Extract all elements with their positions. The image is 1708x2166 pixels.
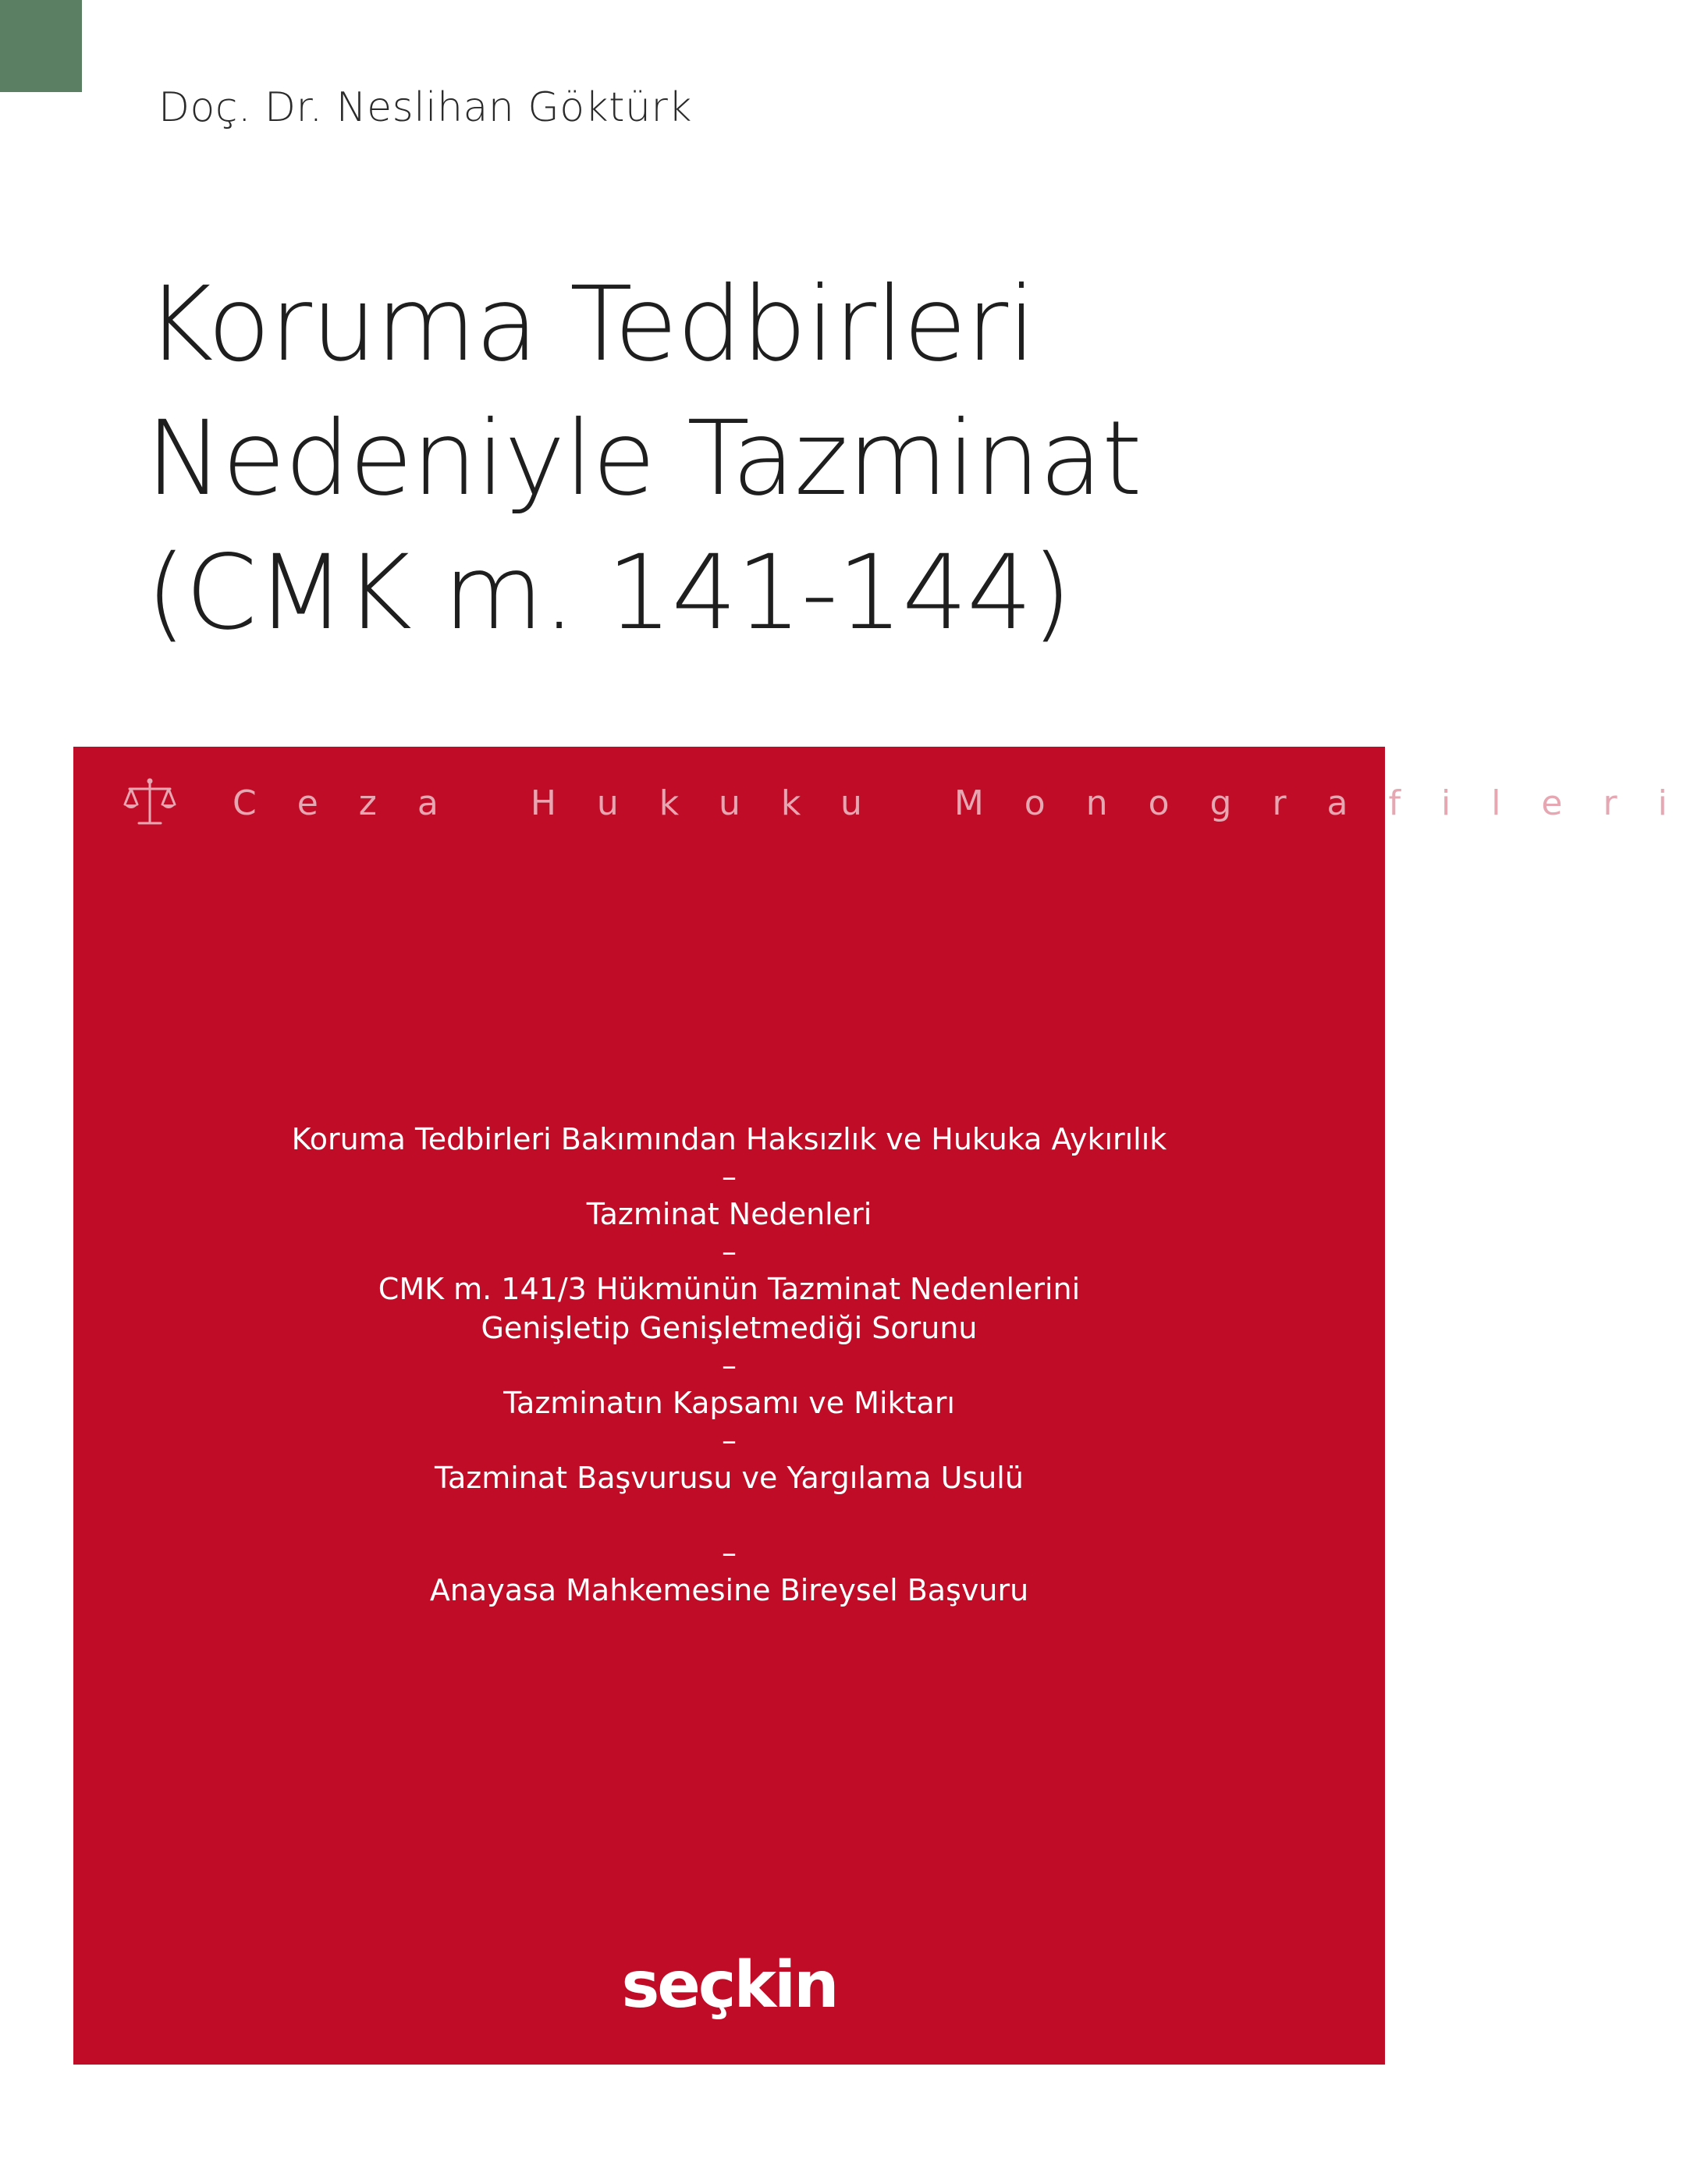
topic-item: Anayasa Mahkemesine Bireysel Başvuru <box>429 1573 1029 1607</box>
author-name: Doç. Dr. Neslihan Göktürk <box>158 84 692 131</box>
topic-item: Tazminat Nedenleri <box>586 1197 872 1231</box>
series-name: Ceza Hukuku Monografileri <box>233 783 1708 823</box>
corner-color-tab <box>0 0 82 92</box>
title-line-1: Koruma Tedbirleri <box>146 265 1035 385</box>
publisher-logo: seçkin <box>621 1948 837 2022</box>
topics-list <box>73 1120 1385 1610</box>
topic-separator: – <box>722 1423 737 1458</box>
series-row <box>122 772 1708 834</box>
topic-item: Koruma Tedbirleri Bakımından Haksızlık ve Hukuka Aykırılık <box>291 1122 1167 1156</box>
title-line-2: Nedeniyle Tazminat <box>146 399 1142 519</box>
red-cover-panel <box>73 747 1708 2065</box>
topic-separator: – <box>722 1234 737 1269</box>
topic-separator: – <box>722 1536 737 1570</box>
topic-separator: – <box>722 1159 737 1194</box>
title-line-3: (CMK m. 141-144) <box>146 533 1071 653</box>
book-title <box>146 257 1142 660</box>
topic-item: Tazminatın Kapsamı ve Miktarı <box>503 1386 955 1420</box>
topic-item: Tazminat Başvurusu ve Yargılama Usulü <box>435 1461 1024 1495</box>
topic-separator: – <box>722 1348 737 1383</box>
scales-of-justice-icon <box>122 775 178 831</box>
topic-item: CMK m. 141/3 Hükmünün Tazminat Nedenlerini <box>378 1272 1081 1306</box>
topic-item: Genişletip Genişletmediği Sorunu <box>481 1311 978 1345</box>
